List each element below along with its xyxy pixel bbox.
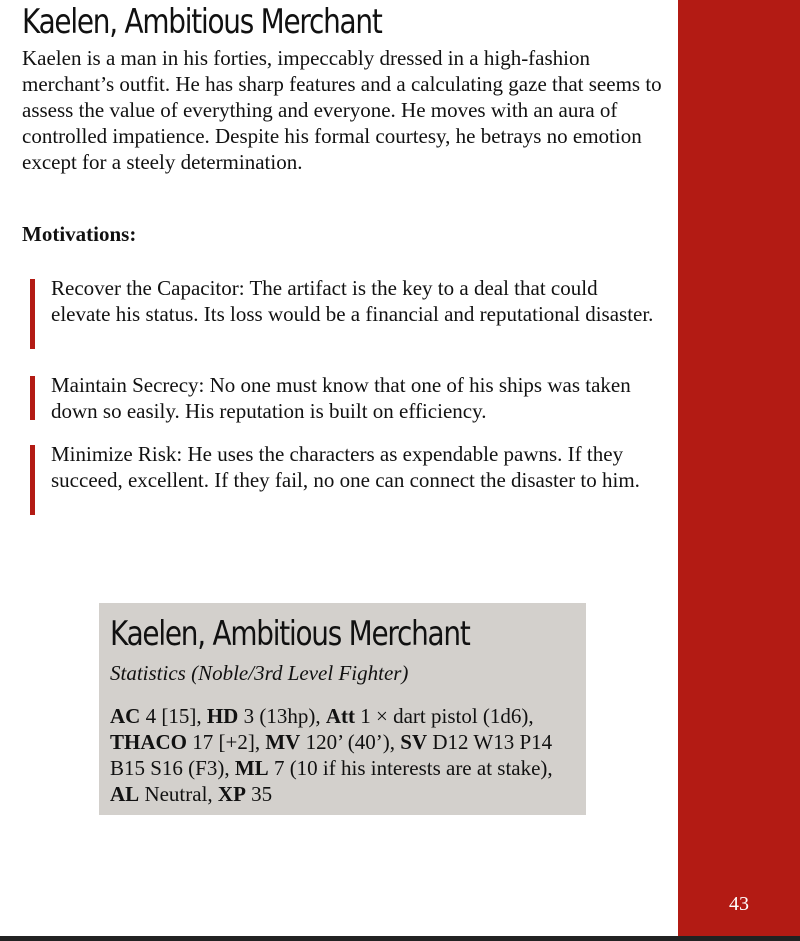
statblock bbox=[99, 603, 586, 815]
stat-value: 35 bbox=[251, 782, 273, 806]
motivations-heading: Motivations: bbox=[22, 222, 137, 246]
page-title: Kaelen, Ambitious Merchant bbox=[22, 2, 382, 42]
stat-label: XP bbox=[217, 782, 246, 806]
stat-value: D12 W13 P14 B15 S16 (F3), bbox=[110, 730, 553, 780]
stat-label: SV bbox=[400, 730, 428, 754]
stat-label: AL bbox=[110, 782, 140, 806]
motivation-item bbox=[30, 372, 660, 424]
stat-label: Att bbox=[325, 704, 355, 728]
stat-label: ML bbox=[234, 756, 269, 780]
stat-label: AC bbox=[110, 704, 141, 728]
stat-value: 17 [+2], bbox=[192, 730, 261, 754]
motivation-accent-bar bbox=[30, 279, 35, 349]
motivation-item bbox=[30, 275, 660, 327]
stat-value: 3 (13hp), bbox=[243, 704, 321, 728]
motivation-text: Recover the Capacitor: The artifact is the key to a deal that could elevate his status. Its loss would be a financial and reputational disaster. bbox=[51, 276, 654, 326]
page-bottom-rule bbox=[0, 936, 800, 941]
stat-label: HD bbox=[206, 704, 239, 728]
stat-value: Neutral, bbox=[144, 782, 213, 806]
stat-label: THACO bbox=[110, 730, 188, 754]
stat-value: 4 [15], bbox=[145, 704, 202, 728]
motivation-text: Minimize Risk: He uses the characters as expendable pawns. If they succeed, excellent. If they fail, no one can connect the disaster to him. bbox=[51, 442, 640, 492]
statblock-subtitle: Statistics (Noble/3rd Level Fighter) bbox=[110, 661, 409, 685]
motivation-accent-bar bbox=[30, 445, 35, 515]
right-margin-band bbox=[678, 0, 800, 936]
motivation-text: Maintain Secrecy: No one must know that one of his ships was taken down so easily. His reputation is built on efficiency. bbox=[51, 373, 631, 423]
stat-value: 120’ (40’), bbox=[305, 730, 396, 754]
statblock-stats bbox=[110, 703, 580, 807]
motivation-item bbox=[30, 441, 660, 493]
stat-value: 7 (10 if his interests are at stake), bbox=[273, 756, 553, 780]
intro-paragraph: Kaelen is a man in his forties, impeccably dressed in a high-fashion merchant’s outfit. He has sharp features and a calculating gaze that seems to assess the value of everything and everyone. He moves with an aura of controlled impatience. Despite his formal courtesy, he betrays no emotion except for a steely determination. bbox=[22, 46, 662, 174]
stat-label: MV bbox=[265, 730, 301, 754]
page-number: 43 bbox=[729, 893, 749, 915]
stat-value: 1 × dart pistol (1d6), bbox=[360, 704, 534, 728]
statblock-title: Kaelen, Ambitious Merchant bbox=[110, 614, 470, 654]
motivation-accent-bar bbox=[30, 376, 35, 420]
